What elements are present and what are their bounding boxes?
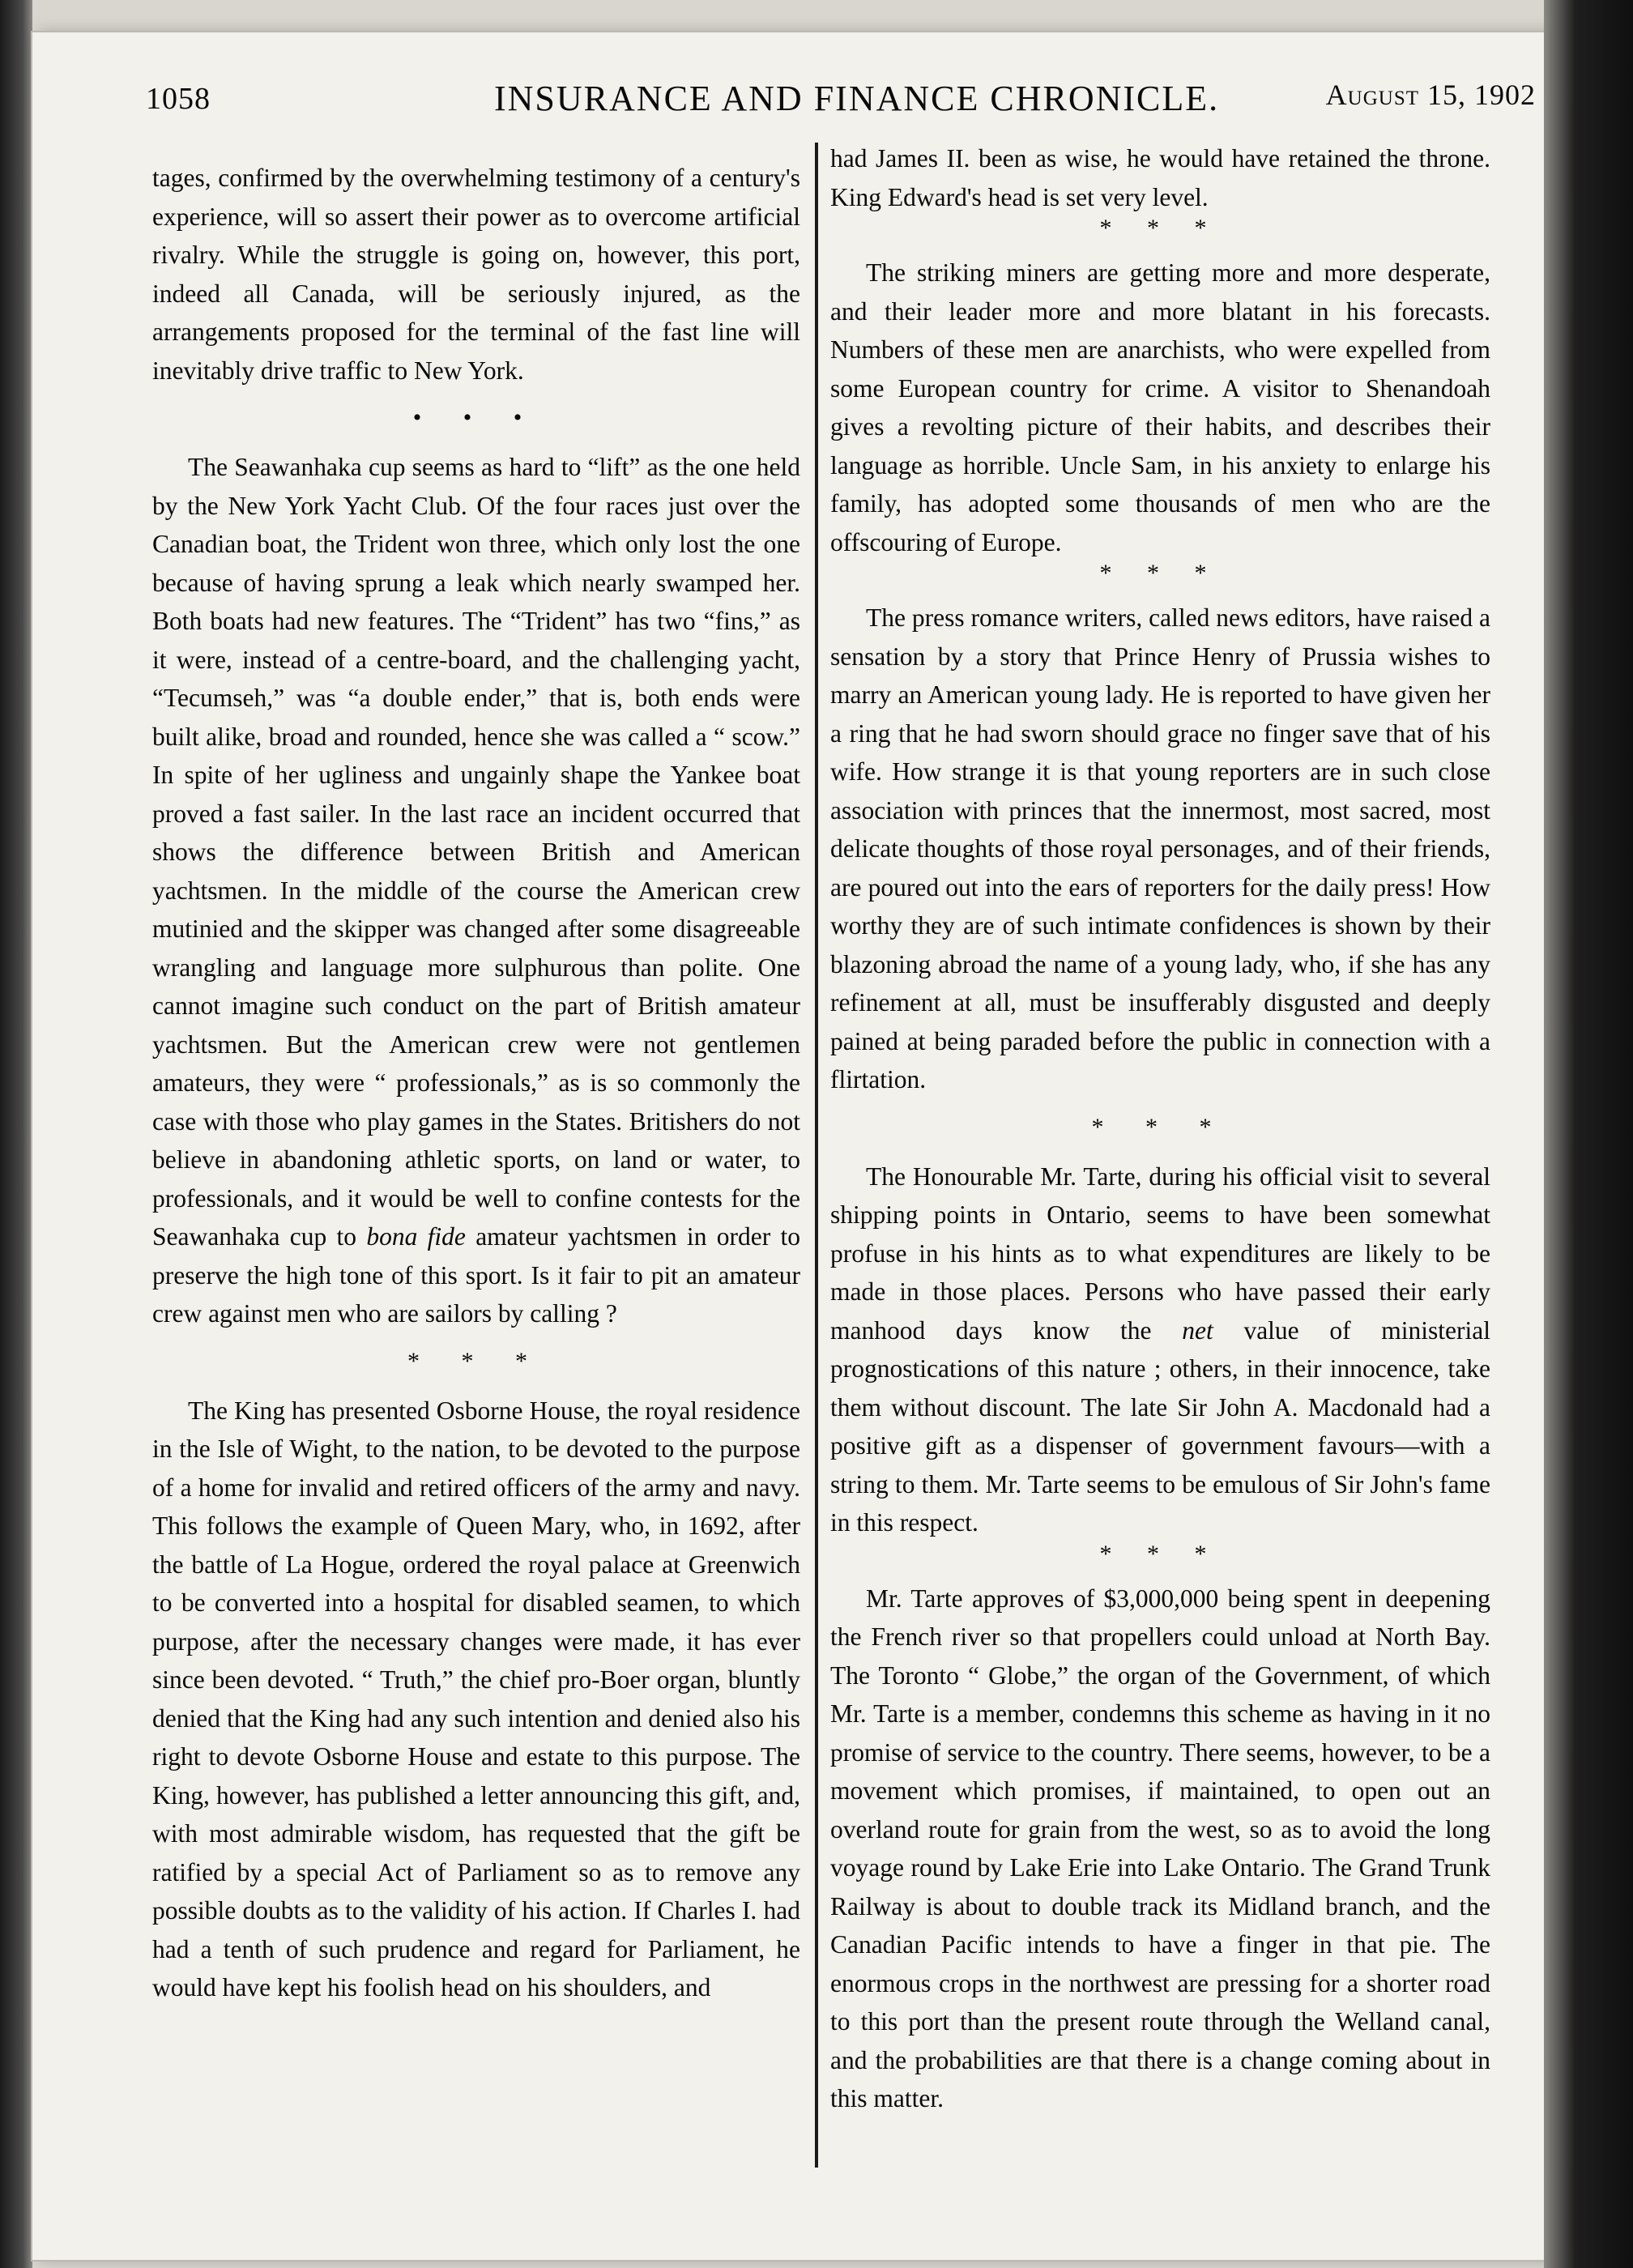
masthead-title: INSURANCE AND FINANCE CHRONICLE. xyxy=(494,79,1220,118)
paragraph-prince-henry: The press romance writers, called news editors, have raised a sensation by a story that Prince Henry of Prussia wishes to marry an American young lady. He is reported to have given her a ring that he had sworn should grace no finger save that of his wife. How strange it is that young reporters are in such close association with princes that the innermost, most sacred, most delicate thoughts of those royal personages, and of their friends, are poured out into the ears of reporters for the daily press! How worthy they are of such intimate confidences is shown by their blazoning abroad the name of a young lady, who, if she has any refinement at all, must be insufferably disgusted and deeply pained at being paraded before the public in connection with a flirtation. xyxy=(830,603,1490,1094)
column-divider xyxy=(815,143,818,2168)
section-separator: * * * xyxy=(1091,1113,1230,1140)
paragraph-striking-miners: The striking miners are getting more and more desperate, and their leader more and more blatant in his forecasts. Numbers of these men are anarchists, who were expelled from some European country for crime. A visitor to Shenandoah gives a revolting picture of their habits, and describes their language as horrible. Uncle Sam, in his anxiety to enlarge his family, has adopted some thousands of men who are the offscouring of Europe. xyxy=(830,258,1490,556)
paragraph-seawanhaka-cup xyxy=(152,448,800,1333)
italic-phrase: bona fide xyxy=(366,1222,466,1251)
section-separator: * * * xyxy=(407,1347,545,1375)
section-separator: * * * xyxy=(1099,1540,1222,1567)
paragraph-text: The Honourable Mr. Tarte, during his official visit to several shipping points in Ontario, seems to have been somewhat profuse in his hints as to what expenditures are likely to be made in those places. Persons who have passed their early manhood days know the xyxy=(830,1162,1490,1345)
italic-phrase: net xyxy=(1182,1315,1213,1345)
section-separator: * * * xyxy=(1099,215,1222,241)
paragraph-king-edward: had James II. been as wise, he would have retained the throne. King Edward's head is set very level. xyxy=(830,144,1490,211)
paragraph-french-river: Mr. Tarte approves of $3,000,000 being spent in deepening the French river so that propellers could unload at North Bay. The Toronto “ Globe,” the organ of the Government, of which Mr. Tarte is a member, condemns this scheme as having in it no promise of service to the country. There seems, however, to be a movement which promises, if maintained, to open out an overland route for grain from the west, so as to avoid the long voyage round by Lake Erie into Lake Ontario. The Grand Trunk Railway is about to double track its Midland branch, and the Canadian Pacific intends to have a finger in that pie. The enormous crops in the northwest are pressing for a shorter road to this port than the present route through the Welland canal, and the probabilities are that there is a change coming about in this matter. xyxy=(830,1584,1490,2112)
left-column xyxy=(152,159,800,2007)
binding-edge xyxy=(0,0,32,2268)
section-separator: • • • xyxy=(412,404,540,431)
paragraph-text: The Seawanhaka cup seems as hard to “lift” as the one held by the New York Yacht Club. Of the four races just over the Canadian boat, the Trident won three, which only lost the one because of having sprung a leak which nearly swamped her. Both boats had new features. The “Trident” has two “fins,” as it were, instead of a centre-board, and the challenging yacht, “Tecumseh,” was “a double ender,” that is, both ends were built alike, broad and rounded, hence she was called a “ scow.” In spite of her ugliness and ungainly shape the Yankee boat proved a fast sailer. In the last race an incident occurred that shows the difference between British and American yachtsmen. In the middle of the course the American crew mutinied and the skipper was changed after some disagreeable wrangling and language more sulphurous than polite. One cannot imagine such conduct on the part of British amateur yachtsmen. But the American crew were not gentlemen amateurs, they were “ professionals,” as is so commonly the case with those who play games in the States. Britishers do not believe in abandoning athletic sports, on land or water, to professionals, and it would be well to confine contests for the Seawanhaka cup to xyxy=(152,453,800,1251)
facing-page-edge xyxy=(1544,0,1633,2268)
right-column xyxy=(830,139,1490,2118)
issue-date: August 15, 1902 xyxy=(1325,79,1536,111)
paragraph-text: amateur yachtsmen in order to preserve the high tone of this sport. Is it fair to pit an amateur crew against men who are sailors by calling ? xyxy=(152,1222,801,1328)
running-header xyxy=(146,78,1536,126)
paragraph-mr-tarte-visit xyxy=(830,1157,1490,1542)
section-separator: * * * xyxy=(1099,560,1222,586)
paragraph-text: value of ministerial prognostications of this nature ; others, in their innocence, take them without discount. The late Sir John A. Macdonald had a positive gift as a dispenser of government favours—with a string to them. Mr. Tarte seems to be emulous of Sir John's fame in this respect. xyxy=(830,1315,1491,1537)
page-number: 1058 xyxy=(146,82,211,116)
paragraph-port-traffic: tages, confirmed by the overwhelming testimony of a century's experience, will so assert their power as to overcome artificial rivalry. While the struggle is going on, however, this port, indeed all Canada, will be seriously injured, as the arrangements proposed for the terminal of the fast line will inevitably drive traffic to New York. xyxy=(152,164,800,385)
paragraph-osborne-house: The King has presented Osborne House, the royal residence in the Isle of Wight, to the nation, to be devoted to the purpose of a home for invalid and retired officers of the army and navy. This follows the example of Queen Mary, who, in 1692, after the battle of La Hogue, ordered the royal palace at Greenwich to be converted into a hospital for disabled seamen, to which purpose, after the necessary changes were made, it has ever since been devoted. “ Truth,” the chief pro-Boer organ, bluntly denied that the King had any such intention and denied also his right to devote Osborne House and estate to this purpose. The King, however, has published a letter announcing this gift, and, with most admirable wisdom, has requested that the gift be ratified by a special Act of Parliament so as to remove any possible doubts as to the validity of his action. If Charles I. had had a tenth of such prudence and regard for Parliament, he would have kept his foolish head on his shoulders, and xyxy=(152,1396,800,2002)
